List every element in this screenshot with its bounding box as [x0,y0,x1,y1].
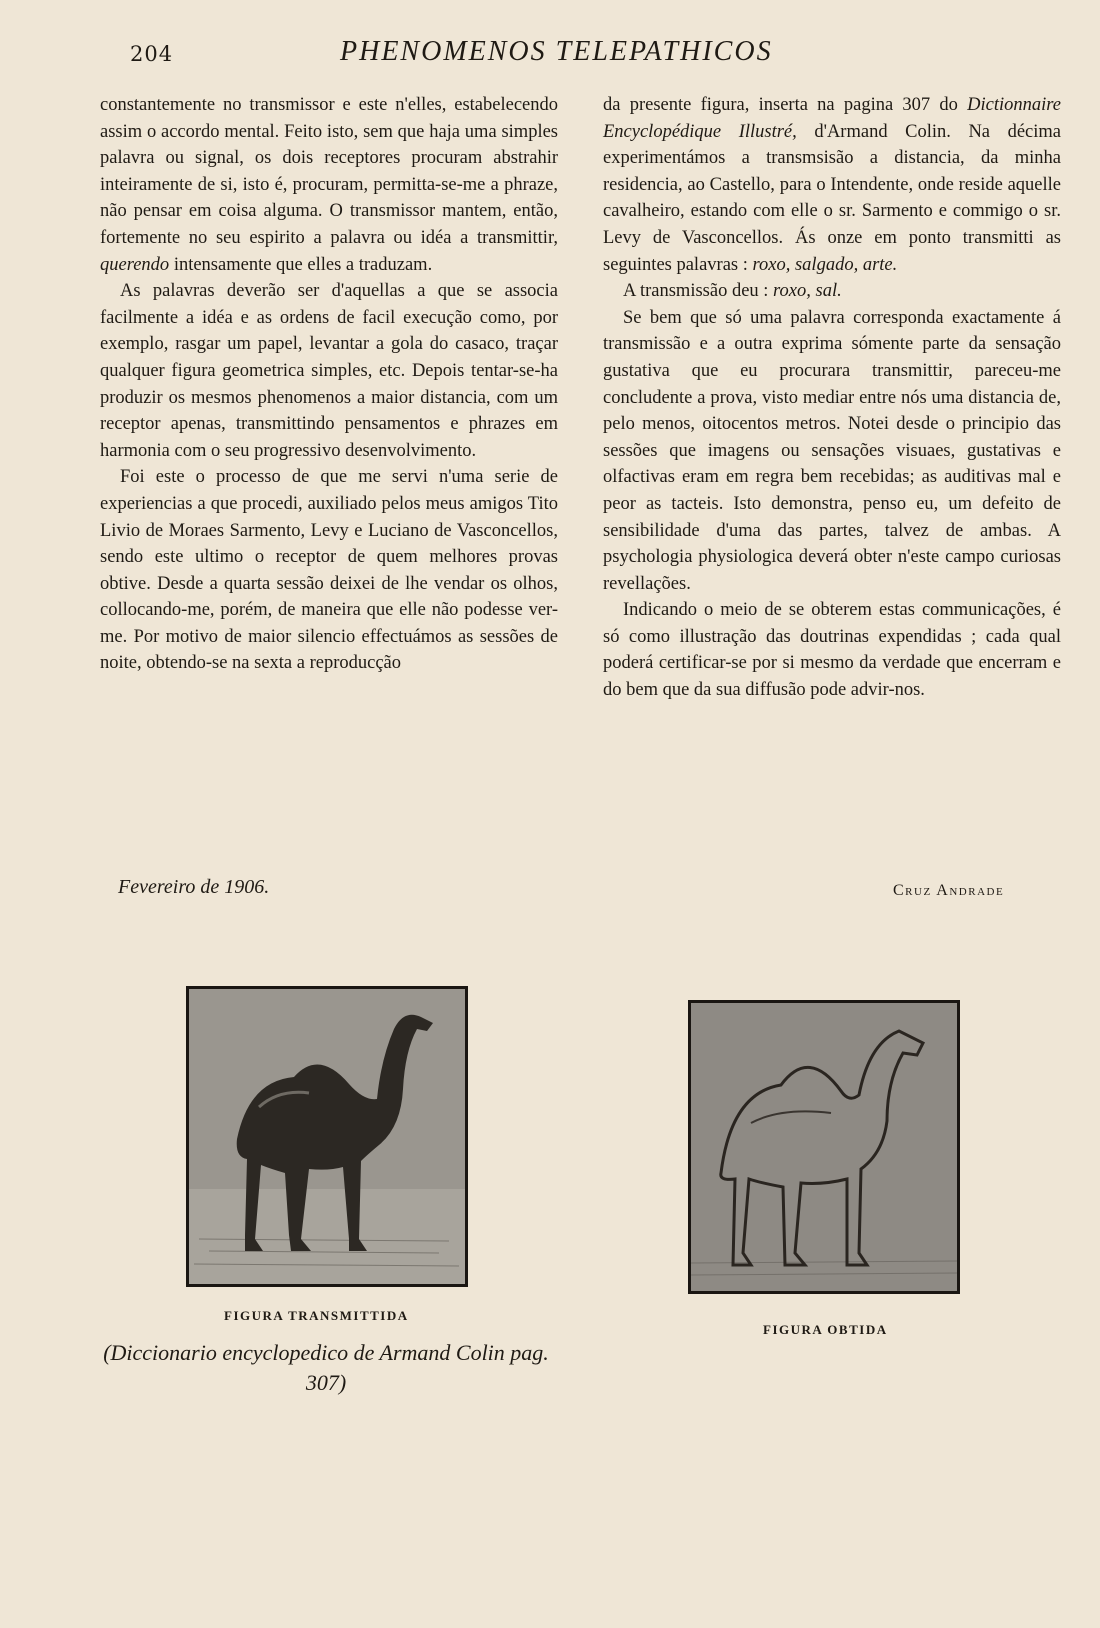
figure-transmitted-caption: FIGURA TRANSMITTIDA [224,1308,409,1323]
right-paragraph-2 [603,278,1061,305]
page-header [130,36,850,76]
right-paragraph-4: Indicando o meio de se obterem estas communicações, é só como illustração das doutrinas expendidas ; cada qual poderá certificar-se por si mesmo da verdade que encerram e do bem que da sua diffusão pode advir-nos. [603,600,1061,701]
received-words: roxo, sal. [773,281,842,302]
page-number: 204 [130,42,174,66]
running-title: PHENOMENOS TELEPATHICOS [340,36,773,67]
figure-obtained-image [688,1000,960,1294]
right-column [603,92,1061,704]
right-paragraph-1-rest: d'Armand Colin. Na décima experimentámos a transmsisão a distancia, da minha residencia, ao Castello, para o Intendente, onde reside aquelle cavalheiro, estando com elle o sr. Sarmento e commigo o sr. Levy de Vasconcellos. Ás onze em ponto transmitti as seguintes palavras : [603,121,1062,275]
left-paragraph-1 [100,92,558,278]
figure-obtained-caption: FIGURA OBTIDA [763,1322,888,1337]
dictionary-title: Dictionnaire Encyclopédique Illustré, [603,95,1062,142]
transmitted-words: roxo, salgado, arte. [752,254,898,275]
left-paragraph-3: Foi este o processo de que me servi n'uma serie de experiencias a que procedi, auxiliado pelos meus amigos Tito Livio de Moraes Sarmento, Levy e Luciano de Vasconcellos, sendo este ultimo o receptor de quem melhores provas obtive. Desde a quarta sessão deixei de lhe vendar os olhos, collocando-me, porém, de maneira que elle não podesse ver-me. Por motivo de maior silencio effectuámos as sessões de noite, obtendo-se na sexta a reproducção [100,467,558,674]
left-paragraph-1-emphasis: querendo [100,254,170,275]
figure-source-note: (Diccionario encyclopedico de Armand Colin pag. 307) [103,1340,549,1395]
figure-transmitted-image [186,986,468,1287]
right-paragraph-3: Se bem que só uma palavra corresponda exactamente á transmissão e a outra exprima sómente parte da sensação gustativa que eu procurara transmittir, pareceu-me concludente a prova, visto mediar entre nós uma distancia de, pelo menos, oitocentos metros. Notei desde o principio das sessões que imagens ou sensações visuaes, gustativas e olfactivas eram em regra bem recebidas; as auditivas mal e peor as tacteis. Isto demonstra, penso eu, um defeito de sensibilidade d'uma das partes, talvez de ambas. A psychologia physiologica deverá obter n'este campo curiosas revellações. [603,307,1061,594]
left-paragraph-2: As palavras deverão ser d'aquellas a que se associa facilmente a idéa e as ordens de facil execução como, por exemplo, rasgar um papel, levantar a gola do casaco, traçar qualquer figura geometrica simples, etc. Depois tentar-se-ha produzir os mesmos phenomenos a maior distancia, com um receptor apenas, transmittindo pensamentos e phrazes em harmonia com o seu progressivo desenvolvimento. [100,281,558,461]
camel-engraving-illustration [189,989,465,1284]
left-paragraph-1-text: constantemente no transmissor e este n'elles, estabelecendo assim o accordo mental. Feito isto, sem que haja uma simples palavra ou signal, os dois receptores procuram abstrahir inteiramente de si, isto é, procuram, permitta-se-me a phraze, não pensar em coisa alguma. O transmissor mantem, então, fortemente no seu espirito a palavra ou idéa a transmittir, [100,95,558,248]
signoff-author: Cruz Andrade [893,882,1005,899]
signoff-date: Fevereiro de 1906. [118,876,270,898]
left-column [100,92,558,677]
right-paragraph-1 [603,92,1061,278]
right-paragraph-2-start: A transmissão deu : [623,281,769,302]
left-paragraph-1-end: intensamente que elles a traduzam. [173,254,433,275]
camel-sketch-illustration [691,1003,957,1291]
right-paragraph-1-start: da presente figura, inserta na pagina 307 do [603,95,958,115]
